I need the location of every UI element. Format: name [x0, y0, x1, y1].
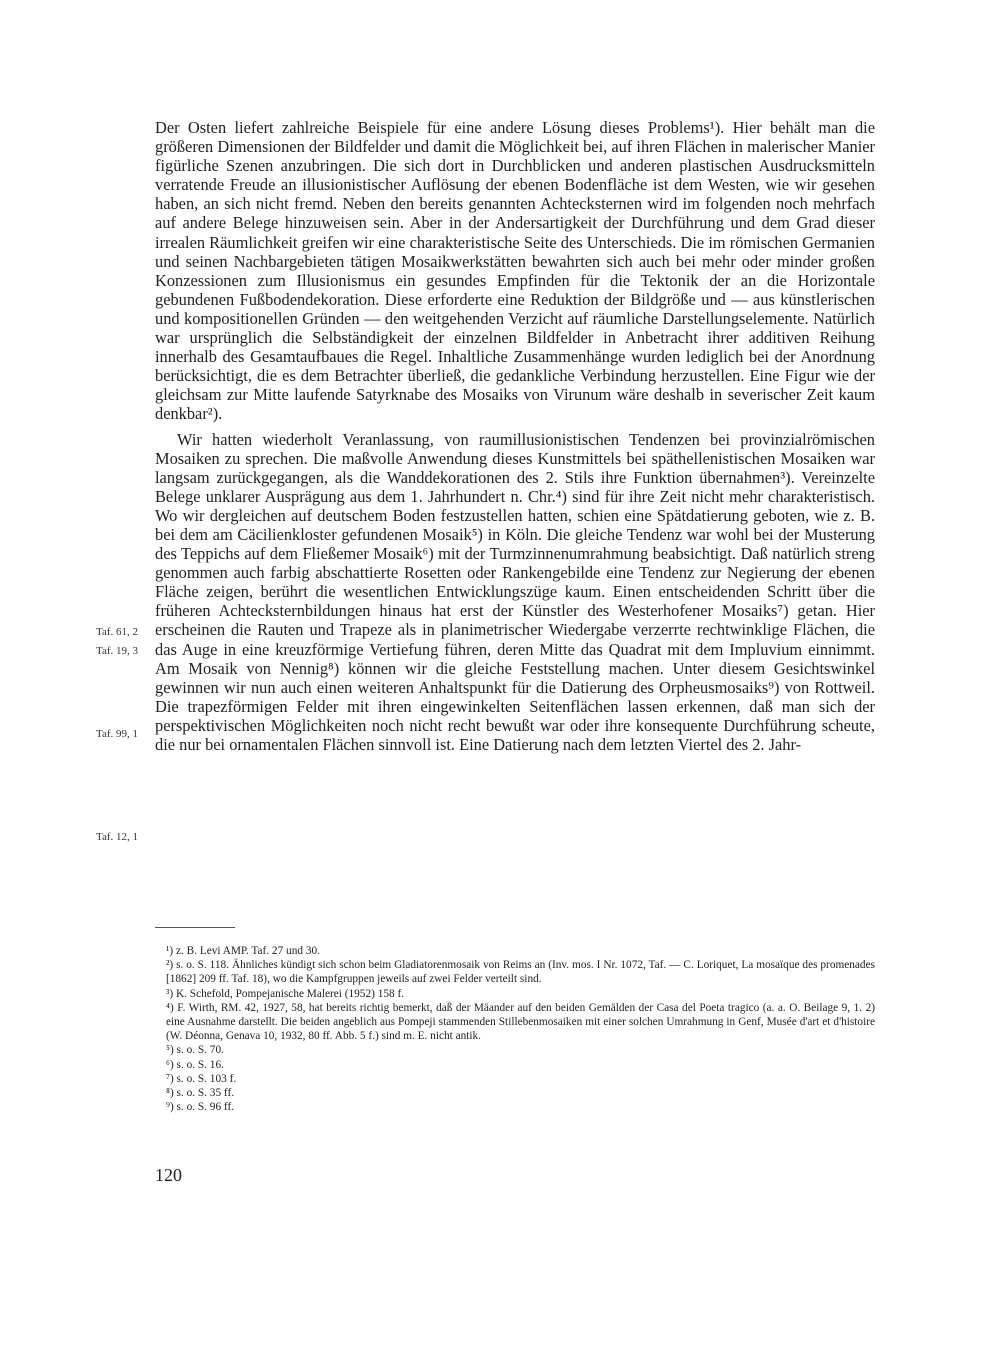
footnote-5: ⁵) s. o. S. 70.: [166, 1044, 224, 1057]
footnotes: [166, 944, 875, 1114]
page-number: 120: [155, 1165, 182, 1185]
footnote-8: ⁸) s. o. S. 35 ff.: [166, 1087, 235, 1100]
footnote-4: ⁴) F. Wirth, RM. 42, 1927, 58, hat bereits richtig bemerkt, daß der Mäander auf den beiden Gemälden der Casa del Poeta tragico (a. a. O. Beilage 9, 1. 2) eine Ausnahme darstellt. Die beiden angeblich aus Pompeji stammenden Stillebenmosaiken mit einer solchen Umrahmung in Genf, Musée d'art et d'histoire (W. Déonna, Genava 10, 1932, 80 ff. Abb. 5 f.) sind m. E. nicht antik.: [166, 1001, 875, 1043]
footnote-2: ²) s. o. S. 118. Ähnliches kündigt sich schon beim Gladiatorenmosaik von Reims an (Inv. mos. I Nr. 1072, Taf. — C. Loriquet, La mosaïque des promenades [1862] 209 ff. Taf. 18), wo die Kampfgruppen jeweils auf zwei Felder verteilt sind.: [166, 959, 875, 986]
paragraph-2: Wir hatten wiederholt Veranlassung, von raumillusionistischen Tendenzen bei provinzialrömischen Mosaiken zu sprechen. Die maßvolle Anwendung dieses Kunstmittels bei späthellenistischen Mosaiken war langsam zurückgegangen, als die Wanddekorationen des 2. Stils ihre Funktion übernahmen³). Vereinzelte Belege unklarer Ausprägung aus dem 1. Jahrhundert n. Chr.⁴) sind für ihre Zeit nicht mehr charakteristisch. Wo wir dergleichen auf deutschem Boden festzustellen hatten, schien eine Spätdatierung geboten, wie z. B. bei dem am Cäcilienkloster gefundenen Mosaik⁵) in Köln. Die gleiche Tendenz war wohl bei der Musterung des Teppichs auf dem Fließemer Mosaik⁶) mit der Turmzinnenumrahmung beabsichtigt. Daß natürlich streng genommen auch farbig abschattierte Rosetten oder Rankengebilde eine Tendenz zur Negierung der ebenen Fläche zeigen, berührt die wesentlichen Entwicklungszüge kaum. Einen entscheidenden Schritt über die früheren Achtecksternbildungen hinaus hat erst der Künstler des Westerhofener Mosaiks⁷) getan. Hier erscheinen die Rauten und Trapeze als in planimetrischer Wiedergabe verzerrte rechtwinklige Flächen, die das Auge in eine kreuzförmige Vertiefung führen, deren Mitte das Quadrat mit dem Impluvium einnimmt. Am Mosaik von Nennig⁸) können wir die gleiche Feststellung machen. Unter diesem Gesichtswinkel gewinnen wir nun auch einen weiteren Anhaltspunkt für die Datierung des Orpheusmosaiks⁹) von Rottweil. Die trapezförmigen Felder mit ihren eingewinkelten Seitenflächen lassen erkennen, daß man sich der perspektivischen Möglichkeiten noch nicht recht bewußt war oder ihre konsequente Durchführung scheute, die nur bei ornamentalen Flächen sinnvoll ist. Eine Datierung nach dem letzten Viertel des 2. Jahr-: [155, 429, 875, 754]
footnote-6: ⁶) s. o. S. 16.: [166, 1058, 224, 1071]
footnote-3: ³) K. Schefold, Pompejanische Malerei (1952) 158 f.: [166, 987, 405, 1000]
footnote-9: ⁹) s. o. S. 96 ff.: [166, 1101, 235, 1114]
margin-note-plate-ref: Taf. 19, 3: [96, 645, 138, 657]
footnote-7: ⁷) s. o. S. 103 f.: [166, 1072, 237, 1085]
margin-note-plate-ref: Taf. 12, 1: [96, 831, 138, 843]
paragraph-1: Der Osten liefert zahlreiche Beispiele für eine andere Lösung dieses Problems¹). Hier behält man die größeren Dimensionen der Bildfelder und damit die Möglichkeit bei, auf ihren Flächen in malerischer Manier figürliche Szenen anzubringen. Die sich dort in Durchblicken und anderen plastischen Ausdrucksmitteln verratende Freude an illusionistischer Auflösung der ebenen Bodenfläche ist dem Westen, wie wir gesehen haben, an sich nicht fremd. Neben den bereits genannten Achtecksternen wird im folgenden noch mehrfach auf andere Belege hinzuweisen sein. Aber in der Andersartigkeit der Durchführung und dem Grad dieser irrealen Räumlichkeit greifen wir eine charakteristische Seite des Unterschieds. Die im römischen Germanien und seinen Nachbargebieten tätigen Mosaikwerkstätten bewahrten sich auch bei mehr oder minder großen Konzessionen zum Illusionismus ein gesundes Empfinden für die Tektonik der an die Horizontale gebundenen Fußbodendekoration. Diese erforderte eine Reduktion der Bildgröße und — aus künstlerischen und kompositionellen Gründen — den weitgehenden Verzicht auf räumliche Darstellungselemente. Natürlich war ursprünglich die Selbständigkeit der einzelnen Bildfelder in Anbetracht ihrer additiven Reihung innerhalb des Gesamtaufbaues die Regel. Inhaltliche Zusammenhänge wurden lediglich bei der Anordnung berücksichtigt, die es dem Betrachter überließ, die gedankliche Verbindung herzustellen. Eine Figur wie der gleichsam zur Mitte laufende Satyrknabe des Mosaiks von Virunum wäre deshalb in severischer Zeit kaum denkbar²).: [155, 118, 875, 424]
footnote-separator-rule: [155, 927, 235, 928]
margin-note-plate-ref: Taf. 99, 1: [96, 728, 138, 740]
margin-note-plate-ref: Taf. 61, 2: [96, 626, 138, 638]
main-text: [155, 118, 875, 754]
footnote-1: ¹) z. B. Levi AMP. Taf. 27 und 30.: [166, 945, 320, 957]
